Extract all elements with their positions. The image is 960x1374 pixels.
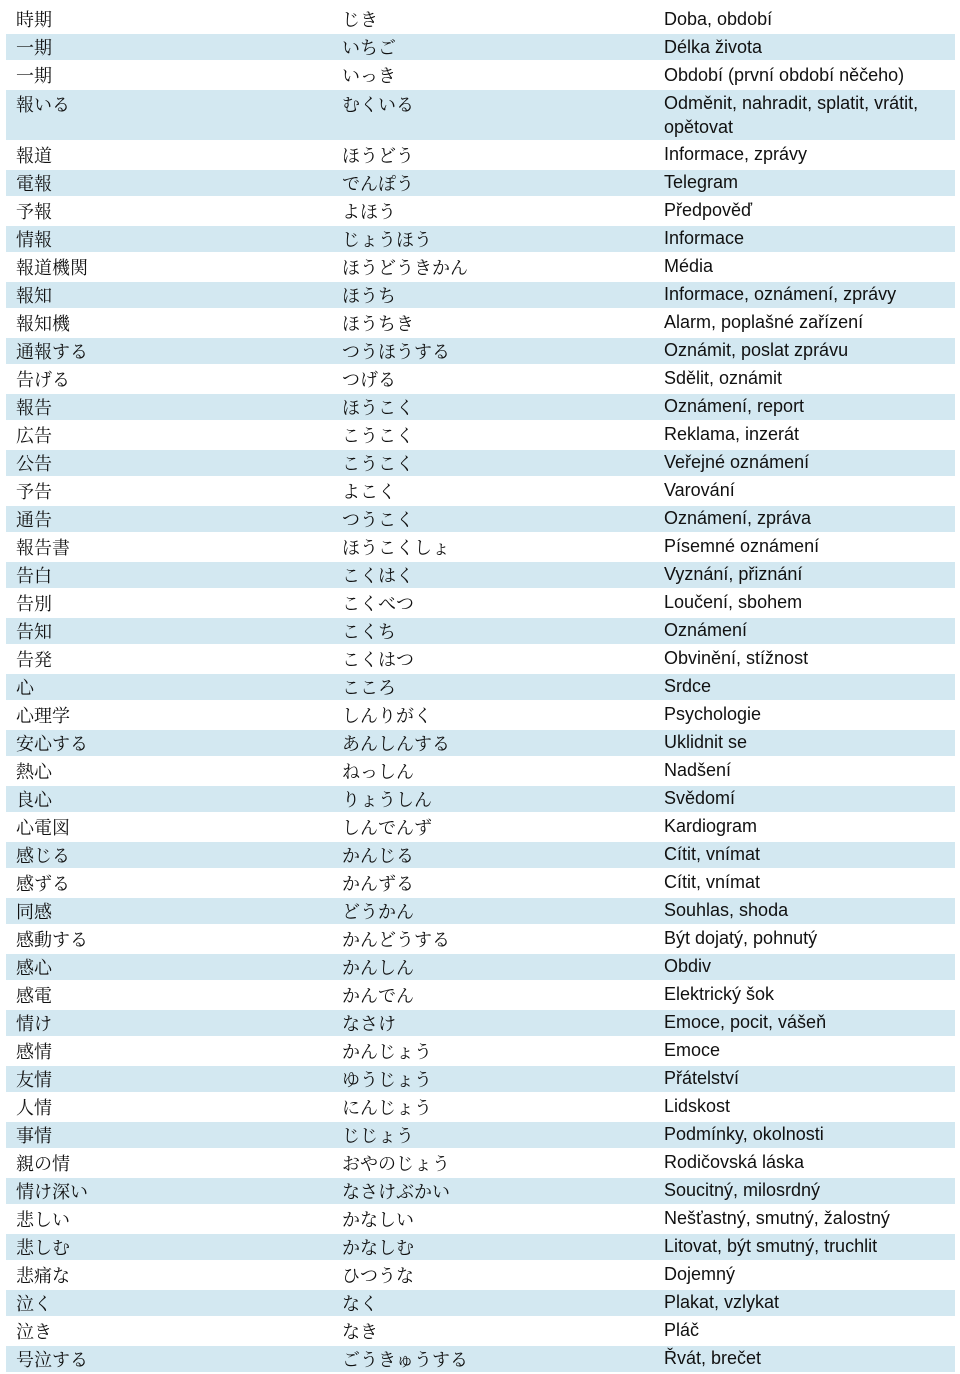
kanji-cell: 公告 (6, 450, 322, 476)
reading-cell: こくはく (322, 562, 648, 588)
kanji-cell: 告別 (16, 593, 52, 615)
meaning-cell: Předpověď (664, 200, 753, 221)
kanji-cell: 一期 (6, 34, 322, 60)
kanji-cell: 広告 (16, 425, 52, 447)
kanji-cell: 悲痛な (16, 1265, 70, 1287)
kanji-cell: 情け深い (6, 1178, 322, 1204)
kanji-cell: 人情 (16, 1097, 52, 1119)
reading-cell: おやのじょう (342, 1153, 450, 1175)
vocab-row (6, 478, 955, 504)
kanji-cell: 悲しい (16, 1209, 70, 1231)
kanji-cell: 感じる (6, 842, 322, 868)
vocab-row (6, 1234, 955, 1260)
reading-cell: ほうどうきかん (342, 257, 468, 279)
meaning-cell: Svědomí (648, 786, 955, 812)
reading-cell: かなしむ (322, 1234, 648, 1260)
vocab-row (6, 1010, 955, 1036)
kanji-cell: 安心する (6, 730, 322, 756)
reading-cell: よこく (342, 481, 396, 503)
kanji-cell: 報告書 (16, 537, 70, 559)
reading-cell: ほうちき (342, 313, 414, 335)
kanji-cell: 感電 (16, 985, 52, 1007)
vocabulary-table-body (6, 6, 955, 1372)
meaning-cell: Být dojatý, pohnutý (664, 928, 818, 949)
vocab-row (6, 506, 955, 532)
meaning-cell: Psychologie (664, 704, 762, 725)
meaning-cell: Oznámení (648, 618, 955, 644)
meaning-cell: Sdělit, oznámit (664, 368, 783, 389)
meaning-cell: Období (první období něčeho) (664, 64, 905, 85)
vocab-row (6, 898, 955, 924)
meaning-cell: Doba, období (664, 8, 773, 29)
vocab-row (6, 338, 955, 364)
meaning-cell: Délka života (648, 34, 955, 60)
vocab-row (6, 366, 955, 392)
vocab-row (6, 982, 955, 1008)
kanji-cell: 報知 (6, 282, 322, 308)
reading-cell: どうかん (322, 898, 648, 924)
kanji-cell: 報道 (16, 145, 52, 167)
kanji-cell: 通報する (6, 338, 322, 364)
kanji-cell: 情報 (6, 226, 322, 252)
meaning-cell: Písemné oznámení (664, 536, 820, 557)
meaning-cell: Reklama, inzerát (664, 424, 800, 445)
meaning-cell: Telegram (648, 170, 955, 196)
meaning-cell: Emoce, pocit, vášeň (648, 1010, 955, 1036)
vocab-row (6, 142, 955, 168)
vocab-row (6, 34, 955, 60)
reading-cell: なさけぶかい (322, 1178, 648, 1204)
vocab-row (6, 90, 955, 140)
reading-cell: ほうどう (342, 145, 414, 167)
reading-cell: じじょう (322, 1122, 648, 1148)
kanji-cell: 告げる (16, 369, 70, 391)
meaning-cell: Dojemný (664, 1264, 736, 1285)
meaning-cell: Vyznání, přiznání (648, 562, 955, 588)
reading-cell: しんりがく (342, 705, 432, 727)
meaning-cell: Řvát, brečet (648, 1346, 955, 1372)
kanji-cell: 悲しむ (6, 1234, 322, 1260)
reading-cell: しんでんず (342, 817, 432, 839)
reading-cell: かんどうする (342, 929, 450, 951)
meaning-cell: Emoce (664, 1040, 721, 1061)
meaning-cell: Cítit, vnímat (664, 872, 761, 893)
kanji-cell: 情け (6, 1010, 322, 1036)
meaning-cell: Odměnit, nahradit, splatit, vrátit, opětovat (648, 90, 955, 140)
meaning-cell: Informace (648, 226, 955, 252)
vocab-row (6, 1150, 955, 1176)
vocab-row (6, 6, 955, 32)
meaning-cell: Elektrický šok (664, 984, 775, 1005)
reading-cell: ほうこく (322, 394, 648, 420)
vocab-row (6, 310, 955, 336)
reading-cell: こうこく (342, 425, 414, 447)
vocab-row (6, 450, 955, 476)
meaning-cell: Loučení, sbohem (664, 592, 803, 613)
reading-cell: こくはつ (342, 649, 414, 671)
vocab-row (6, 534, 955, 560)
meaning-cell: Srdce (648, 674, 955, 700)
vocab-row (6, 1122, 955, 1148)
vocab-row (6, 1206, 955, 1232)
reading-cell: ほうこくしょ (342, 537, 450, 559)
reading-cell: かんじる (322, 842, 648, 868)
meaning-cell: Kardiogram (664, 816, 758, 837)
reading-cell: よほう (342, 201, 396, 223)
vocab-row (6, 422, 955, 448)
meaning-cell: Oznámení, zpráva (648, 506, 955, 532)
kanji-cell: 感動する (16, 929, 88, 951)
vocab-row (6, 954, 955, 980)
vocabulary-table (6, 4, 955, 1374)
vocab-row (6, 646, 955, 672)
reading-cell: ほうち (322, 282, 648, 308)
meaning-cell: Veřejné oznámení (648, 450, 955, 476)
kanji-cell: 友情 (6, 1066, 322, 1092)
vocab-row (6, 254, 955, 280)
kanji-cell: 報知機 (16, 313, 70, 335)
vocab-row (6, 1318, 955, 1344)
kanji-cell: 心理学 (16, 705, 70, 727)
reading-cell: かんでん (342, 985, 414, 1007)
meaning-cell: Obdiv (648, 954, 955, 980)
vocab-row (6, 1066, 955, 1092)
kanji-cell: 感ずる (16, 873, 70, 895)
vocab-row (6, 1038, 955, 1064)
vocab-row (6, 1346, 955, 1372)
vocab-row (6, 730, 955, 756)
kanji-cell: 予告 (16, 481, 52, 503)
vocab-row (6, 170, 955, 196)
meaning-cell: Cítit, vnímat (648, 842, 955, 868)
meaning-cell: Oznámit, poslat zprávu (648, 338, 955, 364)
vocab-row (6, 1094, 955, 1120)
vocab-row (6, 1262, 955, 1288)
reading-cell: つうほうする (322, 338, 648, 364)
kanji-cell: 良心 (6, 786, 322, 812)
reading-cell: いっき (342, 66, 396, 87)
reading-cell: こころ (322, 674, 648, 700)
kanji-cell: 心 (6, 674, 322, 700)
kanji-cell: 通告 (6, 506, 322, 532)
reading-cell: ねっしん (342, 761, 414, 783)
reading-cell: あんしんする (322, 730, 648, 756)
meaning-cell: Přátelství (648, 1066, 955, 1092)
vocab-row (6, 590, 955, 616)
meaning-cell: Plakat, vzlykat (648, 1290, 955, 1316)
meaning-cell: Podmínky, okolnosti (648, 1122, 955, 1148)
reading-cell: なさけ (322, 1010, 648, 1036)
vocab-row (6, 1290, 955, 1316)
vocab-row (6, 758, 955, 784)
kanji-cell: 同感 (6, 898, 322, 924)
vocab-row (6, 842, 955, 868)
kanji-cell: 事情 (6, 1122, 322, 1148)
vocab-row (6, 62, 955, 88)
vocab-row (6, 814, 955, 840)
kanji-cell: 泣く (6, 1290, 322, 1316)
kanji-cell: 告発 (16, 649, 52, 671)
vocab-row (6, 1178, 955, 1204)
meaning-cell: Obvinění, stížnost (664, 648, 809, 669)
reading-cell: じき (342, 10, 378, 31)
vocab-row (6, 786, 955, 812)
meaning-cell: Oznámení, report (648, 394, 955, 420)
meaning-cell: Nadšení (664, 760, 732, 781)
vocab-row (6, 282, 955, 308)
reading-cell: こくち (322, 618, 648, 644)
reading-cell: ゆうじょう (322, 1066, 648, 1092)
vocab-row (6, 394, 955, 420)
kanji-cell: 報いる (6, 90, 322, 140)
reading-cell: なく (322, 1290, 648, 1316)
meaning-cell: Souhlas, shoda (648, 898, 955, 924)
reading-cell: いちご (322, 34, 648, 60)
kanji-cell: 報告 (6, 394, 322, 420)
vocab-row (6, 870, 955, 896)
reading-cell: でんぽう (322, 170, 648, 196)
reading-cell: こくべつ (342, 593, 414, 615)
vocab-row (6, 618, 955, 644)
kanji-cell: 親の情 (16, 1153, 70, 1175)
reading-cell: むくいる (322, 90, 648, 140)
vocab-row (6, 198, 955, 224)
kanji-cell: 号泣する (6, 1346, 322, 1372)
kanji-cell: 告白 (6, 562, 322, 588)
meaning-cell: Varování (664, 480, 735, 501)
reading-cell: ひつうな (342, 1265, 414, 1287)
kanji-cell: 心電図 (16, 817, 70, 839)
vocab-row (6, 226, 955, 252)
vocab-row (6, 562, 955, 588)
meaning-cell: Informace, zprávy (664, 144, 808, 165)
meaning-cell: Rodičovská láska (664, 1152, 805, 1173)
kanji-cell: 感情 (16, 1041, 52, 1063)
reading-cell: にんじょう (342, 1097, 432, 1119)
meaning-cell: Alarm, poplašné zařízení (664, 312, 864, 333)
kanji-cell: 告知 (6, 618, 322, 644)
reading-cell: かんじょう (342, 1041, 432, 1063)
vocab-row (6, 926, 955, 952)
kanji-cell: 感心 (6, 954, 322, 980)
reading-cell: つげる (342, 369, 396, 391)
meaning-cell: Litovat, být smutný, truchlit (648, 1234, 955, 1260)
reading-cell: かなしい (342, 1209, 414, 1231)
meaning-cell: Informace, oznámení, zprávy (648, 282, 955, 308)
reading-cell: かんしん (322, 954, 648, 980)
reading-cell: こうこく (322, 450, 648, 476)
reading-cell: りょうしん (322, 786, 648, 812)
kanji-cell: 予報 (16, 201, 52, 223)
kanji-cell: 熱心 (16, 761, 52, 783)
reading-cell: ごうきゅうする (322, 1346, 648, 1372)
meaning-cell: Uklidnit se (648, 730, 955, 756)
kanji-cell: 電報 (6, 170, 322, 196)
meaning-cell: Nešťastný, smutný, žalostný (664, 1208, 890, 1229)
meaning-cell: Média (664, 256, 714, 277)
reading-cell: じょうほう (322, 226, 648, 252)
kanji-cell: 報道機関 (16, 257, 88, 279)
vocab-row (6, 702, 955, 728)
meaning-cell: Pláč (664, 1320, 700, 1341)
reading-cell: かんずる (342, 873, 414, 895)
kanji-cell: 一期 (16, 66, 52, 87)
vocab-row (6, 674, 955, 700)
reading-cell: つうこく (322, 506, 648, 532)
kanji-cell: 時期 (16, 10, 52, 31)
meaning-cell: Lidskost (664, 1096, 731, 1117)
reading-cell: なき (342, 1321, 378, 1343)
meaning-cell: Soucitný, milosrdný (648, 1178, 955, 1204)
kanji-cell: 泣き (16, 1321, 52, 1343)
